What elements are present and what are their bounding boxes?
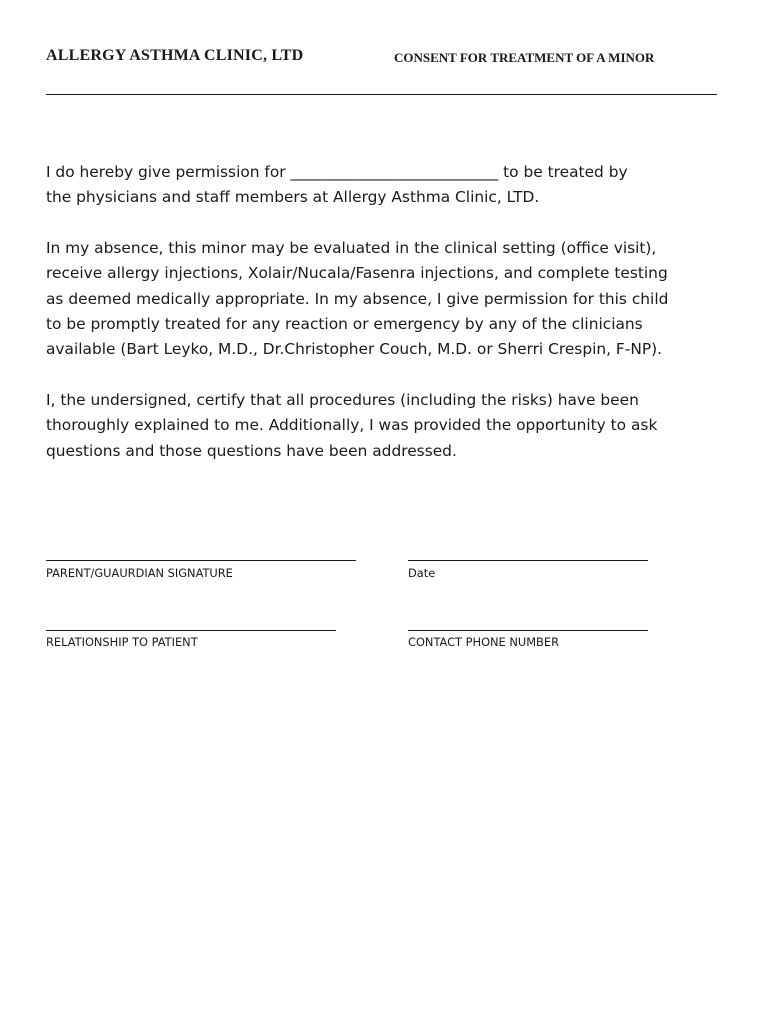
absence-paragraph: In my absence, this minor may be evaluated in the clinical setting (office visit), receive allergy injections, Xolair/Nucala/Fasenra injections, and complete testing as deemed medically appropriate. In my absence, I give permission for this child to be promptly treated for any reaction or emergency by any of the clinicians available (Bart Leyko, M.D., Dr.Christopher Couch, M.D. or Sherri Crespin, F-NP). xyxy=(46,239,669,359)
clinic-name: ALLERGY ASTHMA CLINIC, LTD xyxy=(46,47,304,64)
contact-phone-label: CONTACT PHONE NUMBER xyxy=(408,635,559,649)
date-line xyxy=(408,560,648,561)
permission-paragraph: I do hereby give permission for ___________________________ to be treated by the physicians and staff members at Allergy Asthma Clinic, LTD. xyxy=(46,163,628,207)
relationship-label: RELATIONSHIP TO PATIENT xyxy=(46,635,198,649)
form-title: CONSENT FOR TREATMENT OF A MINOR xyxy=(394,50,655,65)
certification-paragraph: I, the undersigned, certify that all procedures (including the risks) have been thoroughly explained to me. Additionally, I was provided the opportunity to ask questions and those questions have been addressed. xyxy=(46,391,658,460)
parent-signature-line xyxy=(46,560,356,561)
relationship-line xyxy=(46,630,336,631)
header-divider xyxy=(46,94,717,95)
contact-phone-line xyxy=(408,630,648,631)
date-label: Date xyxy=(408,566,436,580)
parent-signature-label: PARENT/GUAURDIAN SIGNATURE xyxy=(46,566,233,580)
